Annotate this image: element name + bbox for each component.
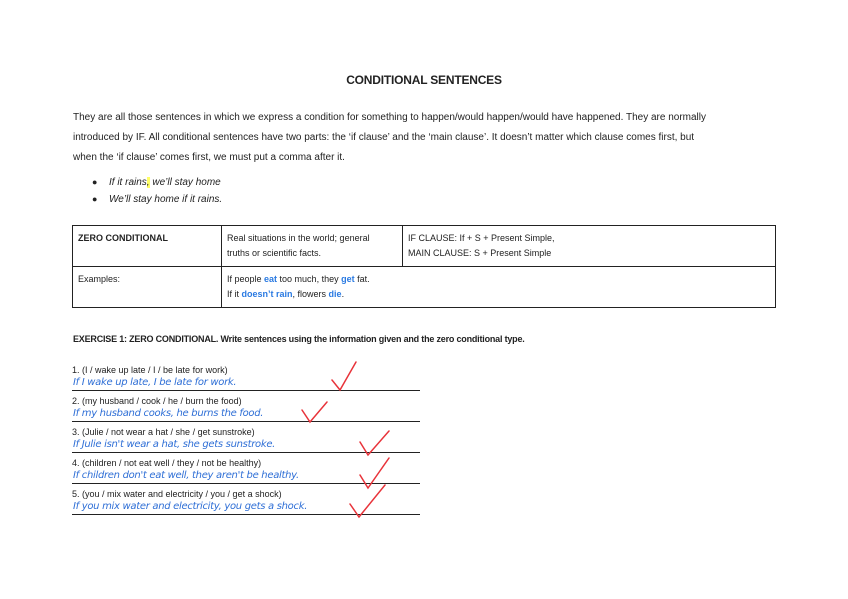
handwritten-answer: If I wake up late, I be late for work. [73,377,237,388]
exercise-item [72,362,422,393]
exercise-heading: EXERCISE 1: ZERO CONDITIONAL. Write sentences using the information given and the zero conditional type. [73,334,525,344]
bullet-dot-icon: ● [92,177,98,187]
bullet-dot-icon: ● [92,194,98,204]
checkmark-icon [330,360,358,394]
highlighted-comma: , [146,177,150,188]
examples-label: Examples: [73,267,222,308]
answer-line [72,421,420,422]
examples-cell [222,267,776,308]
zero-conditional-label: ZERO CONDITIONAL [73,226,222,267]
example-sentence: If it doesn’t rain, flowers die. [227,289,345,299]
intro-line: introduced by IF. All conditional sentences have two parts: the ‘if clause’ and the ‘main clause’. It doesn’t matter which clause comes first, but [73,132,695,143]
bullet-item: ● We’ll stay home if it rains. [92,191,222,208]
bullet-item: ● If it rains, we’ll stay home [92,174,222,191]
intro-paragraph [73,108,778,168]
answer-line [72,390,420,391]
intro-line: when the ‘if clause’ comes first, we must put a comma after it. [73,152,345,163]
handwritten-answer: If Julie isn't wear a hat, she gets sunstroke. [73,439,276,450]
usage-cell: Real situations in the world; general truths or scientific facts. [222,226,403,267]
example-sentence: If people eat too much, they get fat. [227,274,370,284]
checkmark-icon [358,428,392,458]
handwritten-answer: If children don't eat well, they aren't be healthy. [73,470,299,481]
checkmark-icon [300,398,330,426]
zero-conditional-table [72,225,776,308]
handwritten-answer: If my husband cooks, he burns the food. [73,408,264,419]
exercise-item [72,393,422,424]
exercise-prompt: 5. (you / mix water and electricity / you / get a shock) [72,489,282,499]
handwritten-answer: If you mix water and electricity, you gets a shock. [73,501,308,512]
page-title: CONDITIONAL SENTENCES [346,73,502,87]
exercise-prompt: 2. (my husband / cook / he / burn the food) [72,396,242,406]
exercise-prompt: 1. (I / wake up late / I / be late for work) [72,365,228,375]
example-bullets [92,174,222,208]
exercise-prompt: 3. (Julie / not wear a hat / she / get sunstroke) [72,427,255,437]
structure-cell: IF CLAUSE: If + S + Present Simple, MAIN CLAUSE: S + Present Simple [403,226,776,267]
intro-line: They are all those sentences in which we express a condition for something to happen/would happen/would have happened. They are normally [73,112,706,123]
checkmark-icon [348,482,388,520]
exercise-prompt: 4. (children / not eat well / they / not be healthy) [72,458,262,468]
